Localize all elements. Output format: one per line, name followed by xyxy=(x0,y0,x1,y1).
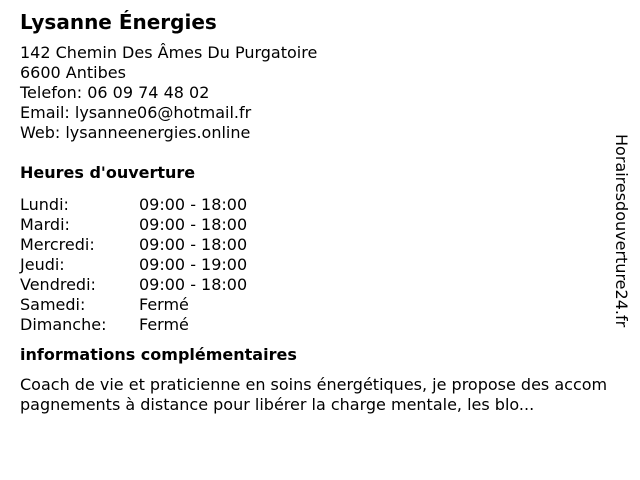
hours-row-monday xyxy=(20,195,247,215)
day-hours: Fermé xyxy=(139,295,189,314)
site-watermark: Horairesdouverture24.fr xyxy=(612,134,631,328)
hours-row-tuesday xyxy=(20,215,247,235)
day-label: Samedi: xyxy=(20,295,86,314)
website: Web: lysanneenergies.online xyxy=(20,123,251,142)
day-hours: 09:00 - 18:00 xyxy=(139,195,248,214)
day-label: Mercredi: xyxy=(20,235,95,254)
email-address: Email: lysanne06@hotmail.fr xyxy=(20,103,252,122)
day-label: Lundi: xyxy=(20,195,69,214)
hours-row-saturday xyxy=(20,295,247,315)
day-label: Dimanche: xyxy=(20,315,107,334)
hours-row-friday xyxy=(20,275,247,295)
additional-info-heading: informations complémentaires xyxy=(20,345,297,364)
business-name: Lysanne Énergies xyxy=(20,10,217,34)
day-label: Jeudi: xyxy=(20,255,65,274)
phone-number: Telefon: 06 09 74 48 02 xyxy=(20,83,210,102)
day-hours: 09:00 - 18:00 xyxy=(139,215,248,234)
day-label: Vendredi: xyxy=(20,275,96,294)
opening-hours-heading: Heures d'ouverture xyxy=(20,163,196,182)
day-hours: 09:00 - 19:00 xyxy=(139,255,248,274)
day-hours: 09:00 - 18:00 xyxy=(139,275,248,294)
day-label: Mardi: xyxy=(20,215,70,234)
day-hours: 09:00 - 18:00 xyxy=(139,235,248,254)
address-city: 6600 Antibes xyxy=(20,63,126,82)
contact-block xyxy=(20,43,620,143)
hours-row-wednesday xyxy=(20,235,247,255)
business-card xyxy=(20,9,620,415)
opening-hours-table xyxy=(20,195,247,335)
additional-info-text: Coach de vie et praticienne en soins énergétiques, je propose des accompagnements à distance pour libérer la charge mentale, les blo... xyxy=(20,375,608,414)
hours-row-sunday xyxy=(20,315,247,335)
hours-row-thursday xyxy=(20,255,247,275)
address-street: 142 Chemin Des Âmes Du Purgatoire xyxy=(20,43,318,62)
day-hours: Fermé xyxy=(139,315,189,334)
